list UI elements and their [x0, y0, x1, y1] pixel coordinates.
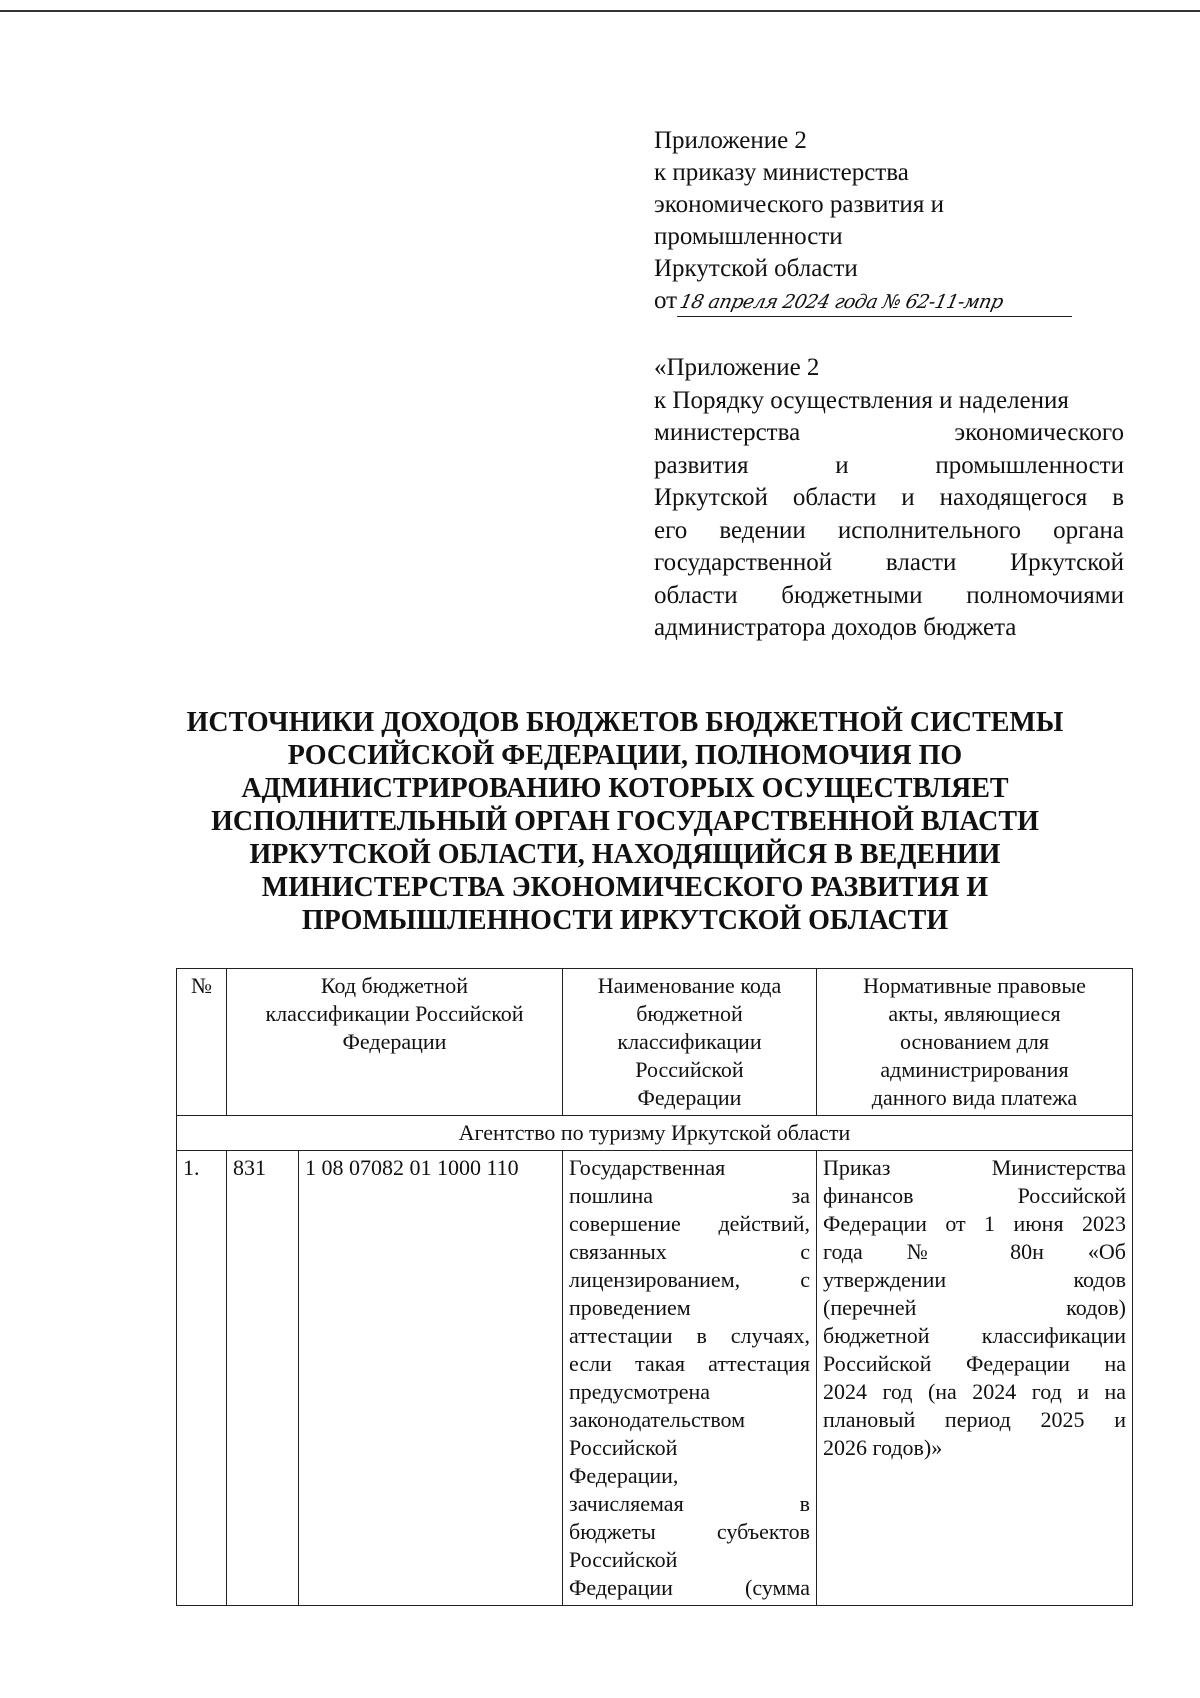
agency-row: [177, 1116, 1133, 1151]
code-name-line: законодательством: [569, 1407, 746, 1432]
legal-act-line: (перечней кодов): [823, 1295, 1126, 1320]
header-code-line: Федерации: [342, 1029, 447, 1054]
attachment2-line: «Приложение 2: [654, 354, 820, 381]
code-name-line: предусмотрена: [569, 1379, 711, 1404]
attachment2-line: области бюджетными полномочиями: [654, 581, 1124, 609]
title-line: МИНИСТЕРСТВА ЭКОНОМИЧЕСКОГО РАЗВИТИЯ И: [261, 872, 989, 903]
attachment-line: к приказу министерства: [654, 159, 909, 186]
code-name-line: пошлина за: [569, 1183, 810, 1208]
table-row: [177, 1151, 1133, 1606]
header-name-line: Наименование кода: [597, 973, 782, 998]
attachment-line: экономического развития и: [654, 191, 944, 218]
attachment2-line: развития и промышленности: [654, 451, 1124, 479]
legal-act-line: финансов Российской: [823, 1183, 1126, 1208]
code-name-line: аттестации в случаях,: [569, 1323, 810, 1348]
header-name-line: Российской: [635, 1057, 744, 1082]
attachment-line: промышленности: [654, 223, 843, 250]
admin-code: 831: [227, 1151, 299, 1606]
attachment2-line: государственной власти Иркутской: [654, 549, 1124, 576]
code-name-line: Российской: [569, 1435, 678, 1460]
code-name-line: Федерации,: [569, 1463, 679, 1488]
header-name-line: Федерации: [637, 1085, 742, 1110]
legal-acts-cell: [817, 1151, 1133, 1606]
legal-act-line: Приказ Министерства: [823, 1155, 1126, 1180]
header-acts-line: данного вида платежа: [871, 1085, 1078, 1110]
code-name-line: лицензированием, с: [569, 1267, 810, 1292]
code-name-line: зачисляемая в: [569, 1491, 810, 1516]
legal-act-line: бюджетной классификации: [823, 1323, 1126, 1348]
header-num: №: [177, 969, 227, 1116]
code-name-line: проведением: [569, 1295, 691, 1320]
attachment-line: Приложение 2: [654, 127, 807, 154]
header-acts: [817, 969, 1133, 1116]
header-name-line: классификации: [617, 1029, 762, 1054]
order-date-line: [654, 285, 1124, 317]
header-acts-line: основанием для: [900, 1029, 1049, 1054]
attachment-block: [654, 125, 1124, 317]
header-name-line: бюджетной: [636, 1001, 743, 1026]
title-line: ПРОМЫШЛЕННОСТИ ИРКУТСКОЙ ОБЛАСТИ: [301, 905, 949, 936]
header-name: [563, 969, 817, 1116]
legal-act-line: Российской Федерации на: [823, 1351, 1126, 1376]
attachment-line: Иркутской области: [654, 255, 858, 282]
code-name-line: Российской: [569, 1547, 678, 1572]
handwritten-date-number: 18 апреля 2024 года № 62-11-мпр: [677, 288, 1078, 317]
attachment2-line: к Порядку осуществления и наделения: [654, 386, 1069, 414]
document-title: [160, 706, 1090, 937]
title-line: ИСТОЧНИКИ ДОХОДОВ БЮДЖЕТОВ БЮДЖЕТНОЙ СИСТЕМЫ: [186, 707, 1064, 738]
row-num: 1.: [177, 1151, 227, 1606]
legal-act-line: 2026 годов)»: [823, 1435, 943, 1460]
code-name-line: совершение действий,: [569, 1211, 810, 1236]
code-name-line: Государственная: [569, 1155, 726, 1180]
table-header-row: [177, 969, 1133, 1116]
title-line: РОССИЙСКОЙ ФЕДЕРАЦИИ, ПОЛНОМОЧИЯ ПО: [287, 740, 963, 771]
legal-act-line: утверждении кодов: [823, 1267, 1126, 1292]
attachment2-line: министерства экономического: [654, 419, 1124, 446]
code-name-cell: [563, 1151, 817, 1606]
attachment2-line: администратора доходов бюджета: [654, 614, 1017, 641]
title-line: ИСПОЛНИТЕЛЬНЫЙ ОРГАН ГОСУДАРСТВЕННОЙ ВЛАСТИ: [211, 806, 1039, 837]
from-label: от: [654, 287, 678, 314]
legal-act-line: плановый период 2025 и: [823, 1407, 1126, 1432]
code-name-line: Федерации (сумма: [569, 1575, 810, 1600]
legal-act-line: года № 80н «Об: [823, 1239, 1126, 1264]
attachment2-line: Иркутской области и находящегося в: [654, 484, 1124, 511]
header-acts-line: акты, являющиеся: [888, 1001, 1061, 1026]
agency-name: Агентство по туризму Иркутской области: [177, 1116, 1133, 1151]
legal-act-line: 2024 год (на 2024 год и на: [823, 1379, 1126, 1404]
header-code-line: Код бюджетной: [320, 973, 469, 998]
legal-act-line: Федерации от 1 июня 2023: [823, 1211, 1126, 1236]
kbk-code: 1 08 07082 01 1000 110: [299, 1151, 563, 1606]
attachment2-block: [654, 352, 1124, 645]
header-acts-line: администрирования: [880, 1057, 1069, 1082]
code-name-line: если такая аттестация: [569, 1351, 810, 1376]
header-code-line: классификации Российской: [265, 1001, 524, 1026]
code-name-line: бюджеты субъектов: [569, 1519, 810, 1544]
title-line: ИРКУТСКОЙ ОБЛАСТИ, НАХОДЯЩИЙСЯ В ВЕДЕНИИ: [249, 839, 1001, 870]
title-line: АДМИНИСТРИРОВАНИЮ КОТОРЫХ ОСУЩЕСТВЛЯЕТ: [241, 773, 1009, 804]
header-acts-line: Нормативные правовые: [863, 973, 1086, 998]
revenue-sources-table: [176, 968, 1133, 1606]
header-code: [227, 969, 563, 1116]
scan-top-edge: [0, 10, 1200, 12]
attachment2-line: его ведении исполнительного органа: [654, 516, 1124, 544]
code-name-line: связанных с: [569, 1239, 810, 1264]
